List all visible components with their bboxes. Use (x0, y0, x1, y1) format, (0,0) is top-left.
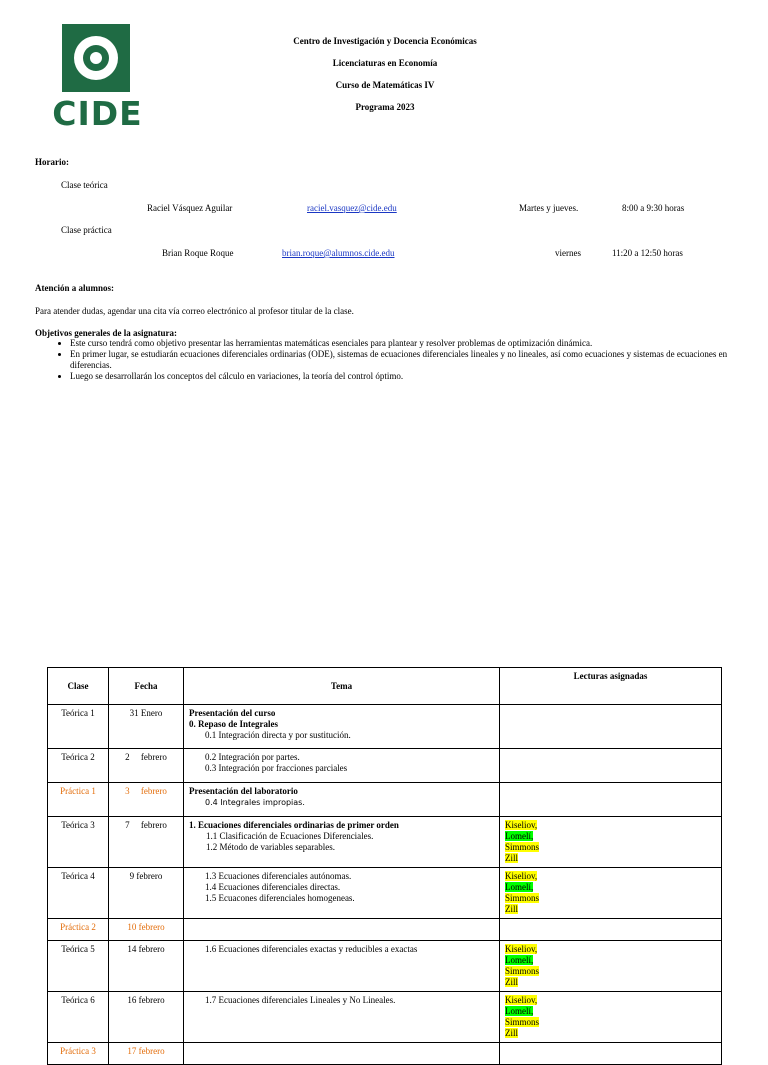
cell-fecha: 16 febrero (109, 992, 184, 1043)
cell-fecha: 10 febrero (109, 919, 184, 941)
cell-clase: Teórica 4 (48, 868, 109, 919)
cell-tema (184, 783, 500, 817)
reading-simmons: Simmons (505, 1017, 540, 1027)
cell-clase: Práctica 1 (48, 783, 109, 817)
col-header-lecturas: Lecturas asignadas (500, 668, 722, 705)
cell-tema (184, 817, 500, 868)
reading-lomeli: Lomelí, (505, 831, 534, 841)
cell-fecha: 31 Enero (109, 705, 184, 749)
objetivo-item: • Luego se desarrollarán los conceptos del cálculo en variaciones, la teoría del control óptimo. (70, 371, 768, 382)
cide-logo (50, 22, 145, 134)
cell-lecturas (500, 868, 722, 919)
table-row (48, 868, 722, 919)
tema-item: 1.5 Ecuacones diferenciales homogeneas. (205, 893, 355, 903)
tema-item: 1.2 Método de variables separables. (206, 842, 335, 852)
objetivo-item: • Este curso tendrá como objetivo presentar las herramientas matemáticas esenciales para plantear y resolver problemas de optimización dinámica. (70, 338, 768, 349)
tema-heading: 0. Repaso de Integrales (189, 719, 278, 729)
practica-hours: 11:20 a 12:50 horas (612, 248, 683, 258)
cell-clase: Teórica 3 (48, 817, 109, 868)
reading-lomeli: Lomelí, (505, 955, 534, 965)
cell-clase: Práctica 2 (48, 919, 109, 941)
cide-logo-text: CIDE (52, 94, 143, 133)
objetivos-list (35, 338, 768, 382)
atencion-text: Para atender dudas, agendar una cita vía correo electrónico al profesor titular de la clase. (35, 306, 354, 316)
clase-teorica-label: Clase teórica (61, 180, 108, 190)
reading-kiseliov: Kiseliov, (505, 820, 538, 830)
table-row (48, 705, 722, 749)
table-row (48, 992, 722, 1043)
cell-lecturas (500, 992, 722, 1043)
cell-tema (184, 705, 500, 749)
practica-email-link[interactable]: brian.roque@alumnos.cide.edu (282, 248, 395, 258)
course-name: Curso de Matemáticas IV (335, 80, 435, 90)
tema-item: 0.3 Integración por fracciones parciales (205, 763, 348, 773)
col-header-clase: Clase (48, 668, 109, 705)
cell-lecturas (500, 941, 722, 992)
cell-tema (184, 919, 500, 941)
schedule-table (47, 667, 722, 1065)
cell-clase: Teórica 5 (48, 941, 109, 992)
cell-fecha: 17 febrero (109, 1043, 184, 1065)
tema-item: 0.4 Integrales impropias. (205, 798, 305, 807)
program-year: Programa 2023 (355, 102, 415, 112)
reading-lomeli: Lomelí, (505, 882, 534, 892)
tema-item: 1.4 Ecuaciones diferenciales directas. (205, 882, 341, 892)
cell-clase: Teórica 2 (48, 749, 109, 783)
table-row (48, 919, 722, 941)
table-row (48, 783, 722, 817)
tema-item: 0.1 Integración directa y por sustitución. (205, 730, 351, 740)
col-header-tema: Tema (184, 668, 500, 705)
table-header-row (48, 668, 722, 705)
cell-fecha: 14 febrero (109, 941, 184, 992)
reading-simmons: Simmons (505, 842, 540, 852)
tema-item: 1.1 Clasificación de Ecuaciones Diferenciales. (206, 831, 374, 841)
tema-item: 1.3 Ecuaciones diferenciales autónomas. (205, 871, 352, 881)
tema-item: 1.6 Ecuaciones diferenciales exactas y reducibles a exactas (205, 944, 418, 954)
teorica-instructor: Raciel Vásquez Aguilar (147, 203, 233, 213)
objetivo-item: • En primer lugar, se estudiarán ecuaciones diferenciales ordinarias (ODE), sistemas de ecuaciones diferenciales lineales y no lineales, así como ecuaciones y sistemas de ecuaciones en diferencias. (70, 349, 768, 371)
tema-heading: Presentación del laboratorio (189, 786, 298, 796)
cell-fecha: 9 febrero (109, 868, 184, 919)
table-row (48, 1043, 722, 1065)
cell-lecturas (500, 749, 722, 783)
cell-fecha: 2 febrero (109, 749, 184, 783)
tema-heading: Presentación del curso (189, 708, 276, 718)
reading-zill: Zill (505, 1028, 518, 1038)
cell-clase: Teórica 6 (48, 992, 109, 1043)
reading-kiseliov: Kiseliov, (505, 995, 538, 1005)
table-row (48, 941, 722, 992)
cell-tema (184, 868, 500, 919)
reading-simmons: Simmons (505, 966, 540, 976)
teorica-hours: 8:00 a 9:30 horas (622, 203, 685, 213)
tema-item: 1.7 Ecuaciones diferenciales Lineales y No Lineales. (205, 995, 396, 1005)
cell-lecturas (500, 919, 722, 941)
col-header-fecha: Fecha (109, 668, 184, 705)
cell-clase: Teórica 1 (48, 705, 109, 749)
cell-lecturas (500, 783, 722, 817)
cide-logo-mark (62, 24, 130, 92)
cell-fecha: 7 febrero (109, 817, 184, 868)
objetivos-title: Objetivos generales de la asignatura: (35, 328, 177, 338)
reading-simmons: Simmons (505, 893, 540, 903)
cell-lecturas (500, 705, 722, 749)
institution-name: Centro de Investigación y Docencia Económicas (293, 36, 477, 46)
reading-lomeli: Lomelí, (505, 1006, 534, 1016)
practica-instructor: Brian Roque Roque (162, 248, 234, 258)
table-row (48, 749, 722, 783)
cell-tema (184, 992, 500, 1043)
tema-heading: 1. Ecuaciones diferenciales ordinarias de primer orden (189, 820, 399, 830)
reading-zill: Zill (505, 977, 518, 987)
reading-zill: Zill (505, 853, 518, 863)
reading-kiseliov: Kiseliov, (505, 944, 538, 954)
clase-practica-label: Clase práctica (61, 225, 112, 235)
practica-days: viernes (555, 248, 581, 258)
reading-zill: Zill (505, 904, 518, 914)
horario-title: Horario: (35, 157, 69, 167)
teorica-days: Martes y jueves. (519, 203, 579, 213)
reading-kiseliov: Kiseliov, (505, 871, 538, 881)
cell-fecha: 3 febrero (109, 783, 184, 817)
cell-tema (184, 749, 500, 783)
teorica-email-link[interactable]: raciel.vasquez@cide.edu (307, 203, 397, 213)
table-row (48, 817, 722, 868)
cell-tema (184, 941, 500, 992)
cell-lecturas (500, 817, 722, 868)
cell-lecturas (500, 1043, 722, 1065)
tema-item: 0.2 Integración por partes. (205, 752, 300, 762)
cell-clase: Práctica 3 (48, 1043, 109, 1065)
program-name: Licenciaturas en Economía (332, 58, 438, 68)
cell-tema (184, 1043, 500, 1065)
atencion-title: Atención a alumnos: (35, 283, 115, 293)
